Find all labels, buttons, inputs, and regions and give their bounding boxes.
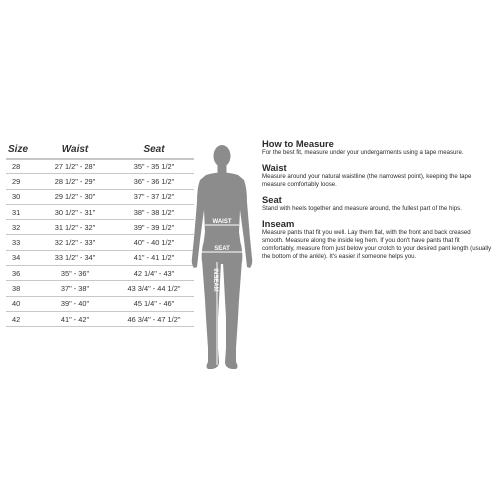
seat-cell: 46 3/4" - 47 1/2": [127, 314, 181, 324]
size-cell: 30: [12, 192, 21, 202]
seat-cell: 39" - 39 1/2": [133, 222, 175, 232]
waist-cell: 27 1/2" - 28": [54, 162, 96, 172]
seat-cell: 36" - 36 1/2": [133, 176, 175, 186]
table-row: [6, 159, 194, 174]
seat-heading: Seat: [262, 194, 282, 205]
size-cell: 33: [12, 238, 21, 248]
waist-cell: 28 1/2" - 29": [54, 176, 96, 186]
seat-cell: 40" - 40 1/2": [133, 238, 175, 248]
size-cell: 40: [12, 299, 21, 309]
silhouette: [192, 145, 253, 369]
seat-cell: 35" - 35 1/2": [133, 162, 175, 172]
seat-cell: 43 3/4" - 44 1/2": [127, 284, 181, 294]
size-cell: 36: [12, 268, 21, 278]
size-cell: 34: [12, 253, 21, 263]
table-row: [6, 297, 194, 312]
table-header: [6, 140, 194, 158]
table-row: [6, 235, 194, 250]
waist-heading: Waist: [262, 162, 287, 173]
waist-cell: 39" - 40": [60, 299, 90, 309]
body-measurement-figure: [186, 140, 258, 375]
waist-instructions: Measure around your natural waistline (the narrowest point), keeping the tape measure comfortably loose.: [262, 173, 472, 188]
table-row: [6, 281, 194, 296]
body-silhouette-icon: [186, 140, 258, 375]
how-to-measure-panel: [262, 138, 494, 266]
column-header-seat: Seat: [143, 143, 165, 155]
table-row: [6, 205, 194, 220]
how-to-measure-section: [262, 138, 494, 157]
waist-cell: 31 1/2" - 32": [54, 222, 96, 232]
seat-cell: 38" - 38 1/2": [133, 207, 175, 217]
seat-cell: 42 1/4" - 43": [133, 268, 175, 278]
size-cell: 38: [12, 284, 21, 294]
table-row: [6, 266, 194, 281]
table-row: [6, 190, 194, 205]
seat-cell: 41" - 41 1/2": [133, 253, 175, 263]
seat-label: SEAT: [214, 246, 230, 252]
column-header-size: Size: [8, 143, 29, 155]
table-row: [6, 174, 194, 189]
seat-section: [262, 194, 494, 213]
seat-cell: 37" - 37 1/2": [133, 192, 175, 202]
size-cell: 42: [12, 314, 21, 324]
waist-cell: 35" - 36": [60, 268, 90, 278]
waist-section: [262, 162, 494, 189]
size-cell: 29: [12, 176, 21, 186]
inseam-heading: Inseam: [262, 218, 295, 229]
how-to-measure-title: How to Measure: [262, 138, 334, 149]
inseam-section: [262, 218, 494, 261]
size-cell: 32: [12, 222, 21, 232]
inseam-instructions: Measure pants that fit you well. Lay them flat, with the front and back creased smooth. Measure along the inside leg hem. If you don't have pants that fit comfortably, measure from just below your crotch to your desired pant length (usually the bottom of the ankle). It's easier if someone helps you.: [262, 229, 492, 260]
seat-instructions: Stand with heels together and measure around, the fullest part of the hips.: [262, 205, 462, 212]
table-row: [6, 312, 194, 327]
waist-label: WAIST: [212, 219, 232, 225]
waist-cell: 30 1/2" - 31": [54, 207, 96, 217]
waist-cell: 33 1/2" - 34": [54, 253, 96, 263]
seat-cell: 45 1/4" - 46": [133, 299, 175, 309]
waist-cell: 29 1/2" - 30": [54, 192, 96, 202]
inseam-label: INSEAM: [212, 268, 218, 292]
table-row: [6, 220, 194, 235]
table-body: [6, 158, 194, 327]
waist-cell: 37" - 38": [60, 284, 90, 294]
column-header-waist: Waist: [61, 143, 89, 155]
how-to-measure-intro: For the best fit, measure under your undergarments using a tape measure.: [262, 149, 464, 156]
size-cell: 28: [12, 162, 21, 172]
waist-cell: 32 1/2" - 33": [54, 238, 96, 248]
table-row: [6, 251, 194, 266]
size-chart-table: [6, 140, 194, 327]
waist-cell: 41" - 42": [60, 314, 90, 324]
size-cell: 31: [12, 207, 21, 217]
